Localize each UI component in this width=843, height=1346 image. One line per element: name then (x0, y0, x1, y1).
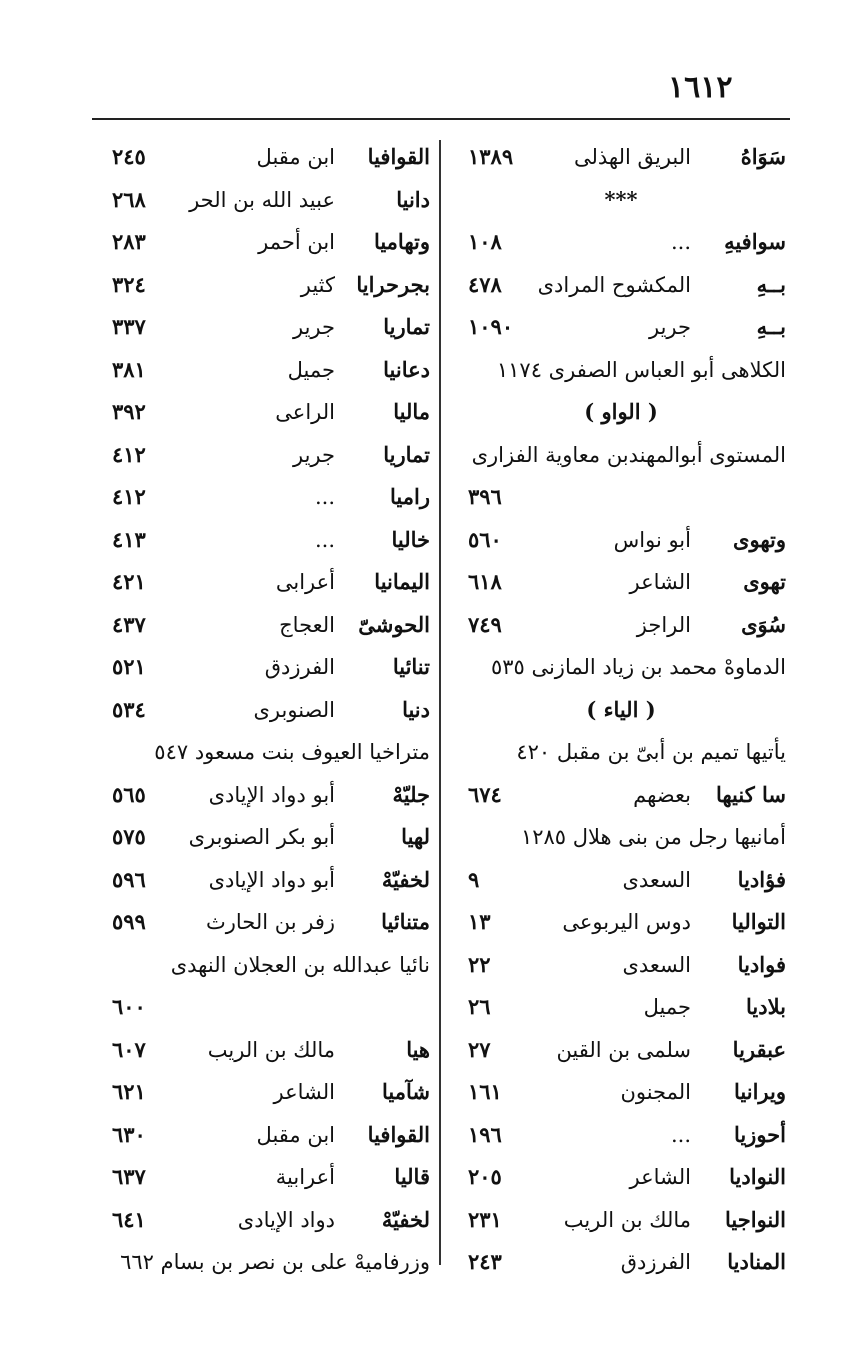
index-row (100, 774, 430, 817)
rhyme-word: تنائيا (392, 654, 430, 679)
poet-name: ابن مقبل (256, 145, 335, 169)
poet-name: ... (670, 1122, 691, 1147)
poet-name: الصنوبرى (253, 697, 335, 722)
index-row (456, 901, 786, 944)
poet-name: الراجز (636, 612, 691, 637)
left-column (100, 136, 430, 1284)
rhyme-word: بــهِ (756, 314, 786, 339)
index-row (456, 944, 786, 987)
page-reference: ٢٤٥ (112, 144, 146, 169)
index-row (456, 1071, 786, 1114)
rhyme-word: سا كنيها (715, 781, 786, 807)
poet-name: أبو نواس (613, 527, 691, 552)
index-row (456, 646, 786, 689)
rhyme-word: وتهاميا (373, 229, 430, 254)
index-row (100, 1029, 430, 1072)
index-row (100, 1241, 430, 1284)
rhyme-word: بجرحرايا (356, 271, 430, 297)
rhyme-word: ويرانيا (734, 1079, 786, 1104)
page-reference: ٤١٣ (112, 526, 146, 552)
page-reference: ٦١٨ (468, 569, 502, 594)
index-row (456, 604, 786, 647)
section-heading: ( الواو ) (584, 399, 658, 424)
rhyme-word: شآميا (382, 1079, 430, 1104)
rhyme-word: لخفيّهْ (381, 1206, 430, 1232)
rhyme-word: راميا (390, 484, 430, 509)
poet-name: الشاعر (629, 570, 691, 594)
page-reference: ١٠٨ (468, 229, 502, 254)
index-row (456, 1156, 786, 1199)
index-row (100, 349, 430, 392)
page-reference: ٣٩٢ (112, 399, 146, 424)
page-reference: ٢٠٥ (468, 1164, 502, 1189)
rhyme-word: دنيا (402, 696, 430, 722)
poet-name: ... (670, 230, 691, 254)
index-row (100, 1071, 430, 1114)
rhyme-word: دانيا (396, 186, 430, 212)
section-heading: *** (604, 186, 638, 212)
rhyme-word: تهوى (743, 569, 786, 594)
poet-name: المجنون (620, 1080, 691, 1104)
index-row (100, 434, 430, 477)
rhyme-word: تماريا (383, 441, 430, 467)
index-row (100, 604, 430, 647)
poet-name: دواد الإيادى (237, 1207, 335, 1232)
page-reference: ١٣ (468, 909, 491, 934)
rhyme-word: سَوَاهُ (740, 144, 786, 169)
page-reference: ٥٢١ (112, 654, 146, 679)
poet-name: ... (314, 485, 335, 509)
page-reference: ٥٦٠ (468, 526, 502, 552)
right-column (456, 136, 786, 1284)
poet-name: جرير (293, 315, 335, 339)
page-reference: ٢٤٣ (468, 1249, 502, 1274)
index-entry-text: المستوى أبوالمهندبن معاوية الفزارى (471, 442, 786, 467)
index-row (100, 731, 430, 774)
poet-name: العجاج (279, 612, 335, 637)
rhyme-word: فواديا (737, 951, 786, 977)
page-reference: ٢٢ (468, 951, 491, 977)
rhyme-word: تماريا (383, 314, 430, 339)
index-row (456, 816, 786, 859)
page-number: ١٦١٢ (668, 70, 733, 105)
index-entry-text: نائيا عبدالله بن العجلان النهدى (170, 952, 430, 977)
poet-name: جميل (287, 357, 335, 382)
page-reference: ٣٣٧ (112, 314, 146, 339)
poet-name: الشاعر (629, 1165, 691, 1189)
poet-name: السعدى (622, 867, 691, 892)
page-reference: ٥٦٥ (112, 781, 146, 807)
page-reference: ٢٦ (468, 994, 491, 1019)
rhyme-word: لهيا (401, 824, 430, 849)
page-reference: ٦٣٠ (112, 1121, 146, 1147)
page-reference: ١٦١ (468, 1079, 502, 1104)
page-reference: ٦٢١ (112, 1079, 146, 1104)
index-row (456, 1114, 786, 1157)
rhyme-word: أحوزيا (733, 1121, 786, 1147)
page-reference: ٩ (468, 866, 480, 892)
rhyme-word: بــهِ (756, 271, 786, 297)
index-row (100, 1199, 430, 1242)
index-row (100, 816, 430, 859)
rhyme-word: خاليا (391, 526, 430, 552)
page-reference: ٢٣١ (468, 1206, 502, 1232)
poet-name: المكشوح المرادى (537, 272, 691, 297)
poet-name: سلمى بن القين (556, 1037, 691, 1062)
poet-name: بعضهم (633, 782, 691, 807)
page-reference: ٣٩٦ (468, 484, 502, 509)
page-reference: ٣٨١ (112, 356, 146, 382)
index-row (456, 986, 786, 1029)
index-row (456, 349, 786, 392)
index-row (456, 561, 786, 604)
index-row (456, 136, 786, 179)
index-entry-text: أمانيها رجل من بنى هلال ١٢٨٥ (520, 825, 786, 849)
index-row (100, 646, 430, 689)
rhyme-word: فؤاديا (737, 866, 786, 892)
page-reference: ١٠٩٠ (468, 314, 514, 339)
page-reference: ٥٧٥ (112, 824, 146, 849)
index-entry-text: الدماوهْ محمد بن زياد المازنى ٥٣٥ (490, 655, 786, 679)
poet-name: ابن مقبل (256, 1122, 335, 1147)
index-row (100, 476, 430, 519)
poet-name: جرير (649, 315, 691, 339)
index-entry-text: يأتيها تميم بن أبىّ بن مقبل ٤٢٠ (516, 740, 786, 764)
index-entry-text: متراخيا العيوف بنت مسعود ٥٤٧ (154, 740, 430, 764)
page-reference: ١٩٦ (468, 1121, 502, 1147)
index-row (456, 731, 786, 774)
rhyme-word: لخفيّهْ (381, 866, 430, 892)
index-row (100, 901, 430, 944)
index-row (456, 434, 786, 477)
poet-name: كثير (300, 272, 335, 297)
rhyme-word: النواجيا (725, 1206, 786, 1232)
poet-name: مالك بن الريب (563, 1207, 691, 1232)
rhyme-word: ماليا (393, 399, 430, 424)
poet-name: البريق الهذلى (573, 145, 691, 169)
index-row (100, 519, 430, 562)
index-row (100, 859, 430, 902)
poet-name: جميل (643, 995, 691, 1019)
index-row (100, 306, 430, 349)
index-row (100, 986, 430, 1029)
page-reference: ٢٨٣ (112, 229, 146, 254)
page-reference: ٦٤١ (112, 1206, 146, 1232)
rhyme-word: وتهوى (733, 526, 786, 552)
index-row (456, 179, 786, 222)
page-reference: ٦٧٤ (468, 781, 502, 807)
rhyme-word: القوافيا (367, 1121, 430, 1147)
index-row (456, 476, 786, 519)
index-row (456, 774, 786, 817)
index-row (100, 179, 430, 222)
index-row (456, 221, 786, 264)
page-reference: ٤٣٧ (112, 611, 146, 637)
rhyme-word: الحوشىّ (358, 611, 430, 637)
index-row (456, 519, 786, 562)
rhyme-word: عبقريا (732, 1036, 786, 1062)
poet-name: أبو دواد الإيادى (208, 867, 335, 892)
page-reference: ٦٠٠ (112, 994, 146, 1019)
index-entry-text: وزرفاميهْ على بن نصر بن بسام ٦٦٢ (120, 1250, 430, 1274)
poet-name: أعرابية (275, 1165, 335, 1189)
poet-name: مالك بن الريب (207, 1037, 335, 1062)
rhyme-word: بلاديا (746, 994, 786, 1019)
index-row (100, 689, 430, 732)
page-reference: ٦٠٧ (112, 1036, 146, 1062)
page-reference: ٥٣٤ (112, 696, 146, 722)
poet-name: السعدى (622, 952, 691, 977)
page-reference: ١٣٨٩ (468, 144, 514, 169)
page-reference: ٤٧٨ (468, 271, 502, 297)
index-entry-text: الكلاهى أبو العباس الصفرى ١١٧٤ (496, 357, 786, 382)
rhyme-word: النواديا (729, 1164, 786, 1189)
page-reference: ٢٦٨ (112, 186, 146, 212)
index-row (456, 391, 786, 434)
rhyme-word: هيا (406, 1036, 430, 1062)
poet-name: الشاعر (273, 1080, 335, 1104)
poet-name: الراعى (275, 400, 335, 424)
index-row (100, 221, 430, 264)
index-row (456, 859, 786, 902)
poet-name: ... (314, 527, 335, 552)
header-rule (92, 118, 790, 120)
rhyme-word: سُوَى (741, 611, 786, 637)
poet-name: الفرزدق (620, 1250, 691, 1274)
index-row (456, 1199, 786, 1242)
index-row (456, 1241, 786, 1284)
index-row (456, 306, 786, 349)
rhyme-word: جليّهْ (392, 781, 430, 807)
poet-name: جرير (293, 442, 335, 467)
rhyme-word: قاليا (394, 1164, 430, 1189)
index-row (100, 944, 430, 987)
rhyme-word: اليمانيا (374, 569, 430, 594)
index-row (456, 264, 786, 307)
poet-name: عبيد الله بن الحر (189, 187, 335, 212)
index-row (100, 1114, 430, 1157)
column-divider (439, 140, 441, 1265)
poet-name: زفر بن الحارث (205, 910, 335, 934)
page-reference: ٥٩٦ (112, 866, 146, 892)
rhyme-word: سوافيهِ (724, 229, 786, 254)
poet-name: الفرزدق (264, 655, 335, 679)
rhyme-word: القوافيا (367, 144, 430, 169)
index-row (100, 561, 430, 604)
index-row (456, 1029, 786, 1072)
poet-name: أعرابى (275, 570, 335, 594)
index-row (456, 689, 786, 732)
poet-name: دوس اليربوعى (562, 910, 691, 934)
rhyme-word: التواليا (731, 909, 786, 934)
index-row (100, 136, 430, 179)
section-heading: ( الياء ) (586, 696, 656, 722)
page-reference: ٢٧ (468, 1036, 491, 1062)
page-reference: ٤١٢ (112, 484, 146, 509)
page-reference: ٣٢٤ (112, 271, 146, 297)
page-reference: ٤١٢ (112, 441, 146, 467)
page-reference: ٦٣٧ (112, 1164, 146, 1189)
page-reference: ٧٤٩ (468, 611, 502, 637)
index-row (100, 1156, 430, 1199)
poet-name: أبو بكر الصنوبرى (188, 825, 335, 849)
page-reference: ٤٢١ (112, 569, 146, 594)
poet-name: ابن أحمر (258, 230, 335, 254)
rhyme-word: دعانيا (383, 356, 430, 382)
poet-name: أبو دواد الإيادى (208, 782, 335, 807)
page-reference: ٥٩٩ (112, 909, 146, 934)
rhyme-word: المناديا (727, 1249, 786, 1274)
index-row (100, 391, 430, 434)
rhyme-word: متنائيا (381, 909, 430, 934)
index-row (100, 264, 430, 307)
